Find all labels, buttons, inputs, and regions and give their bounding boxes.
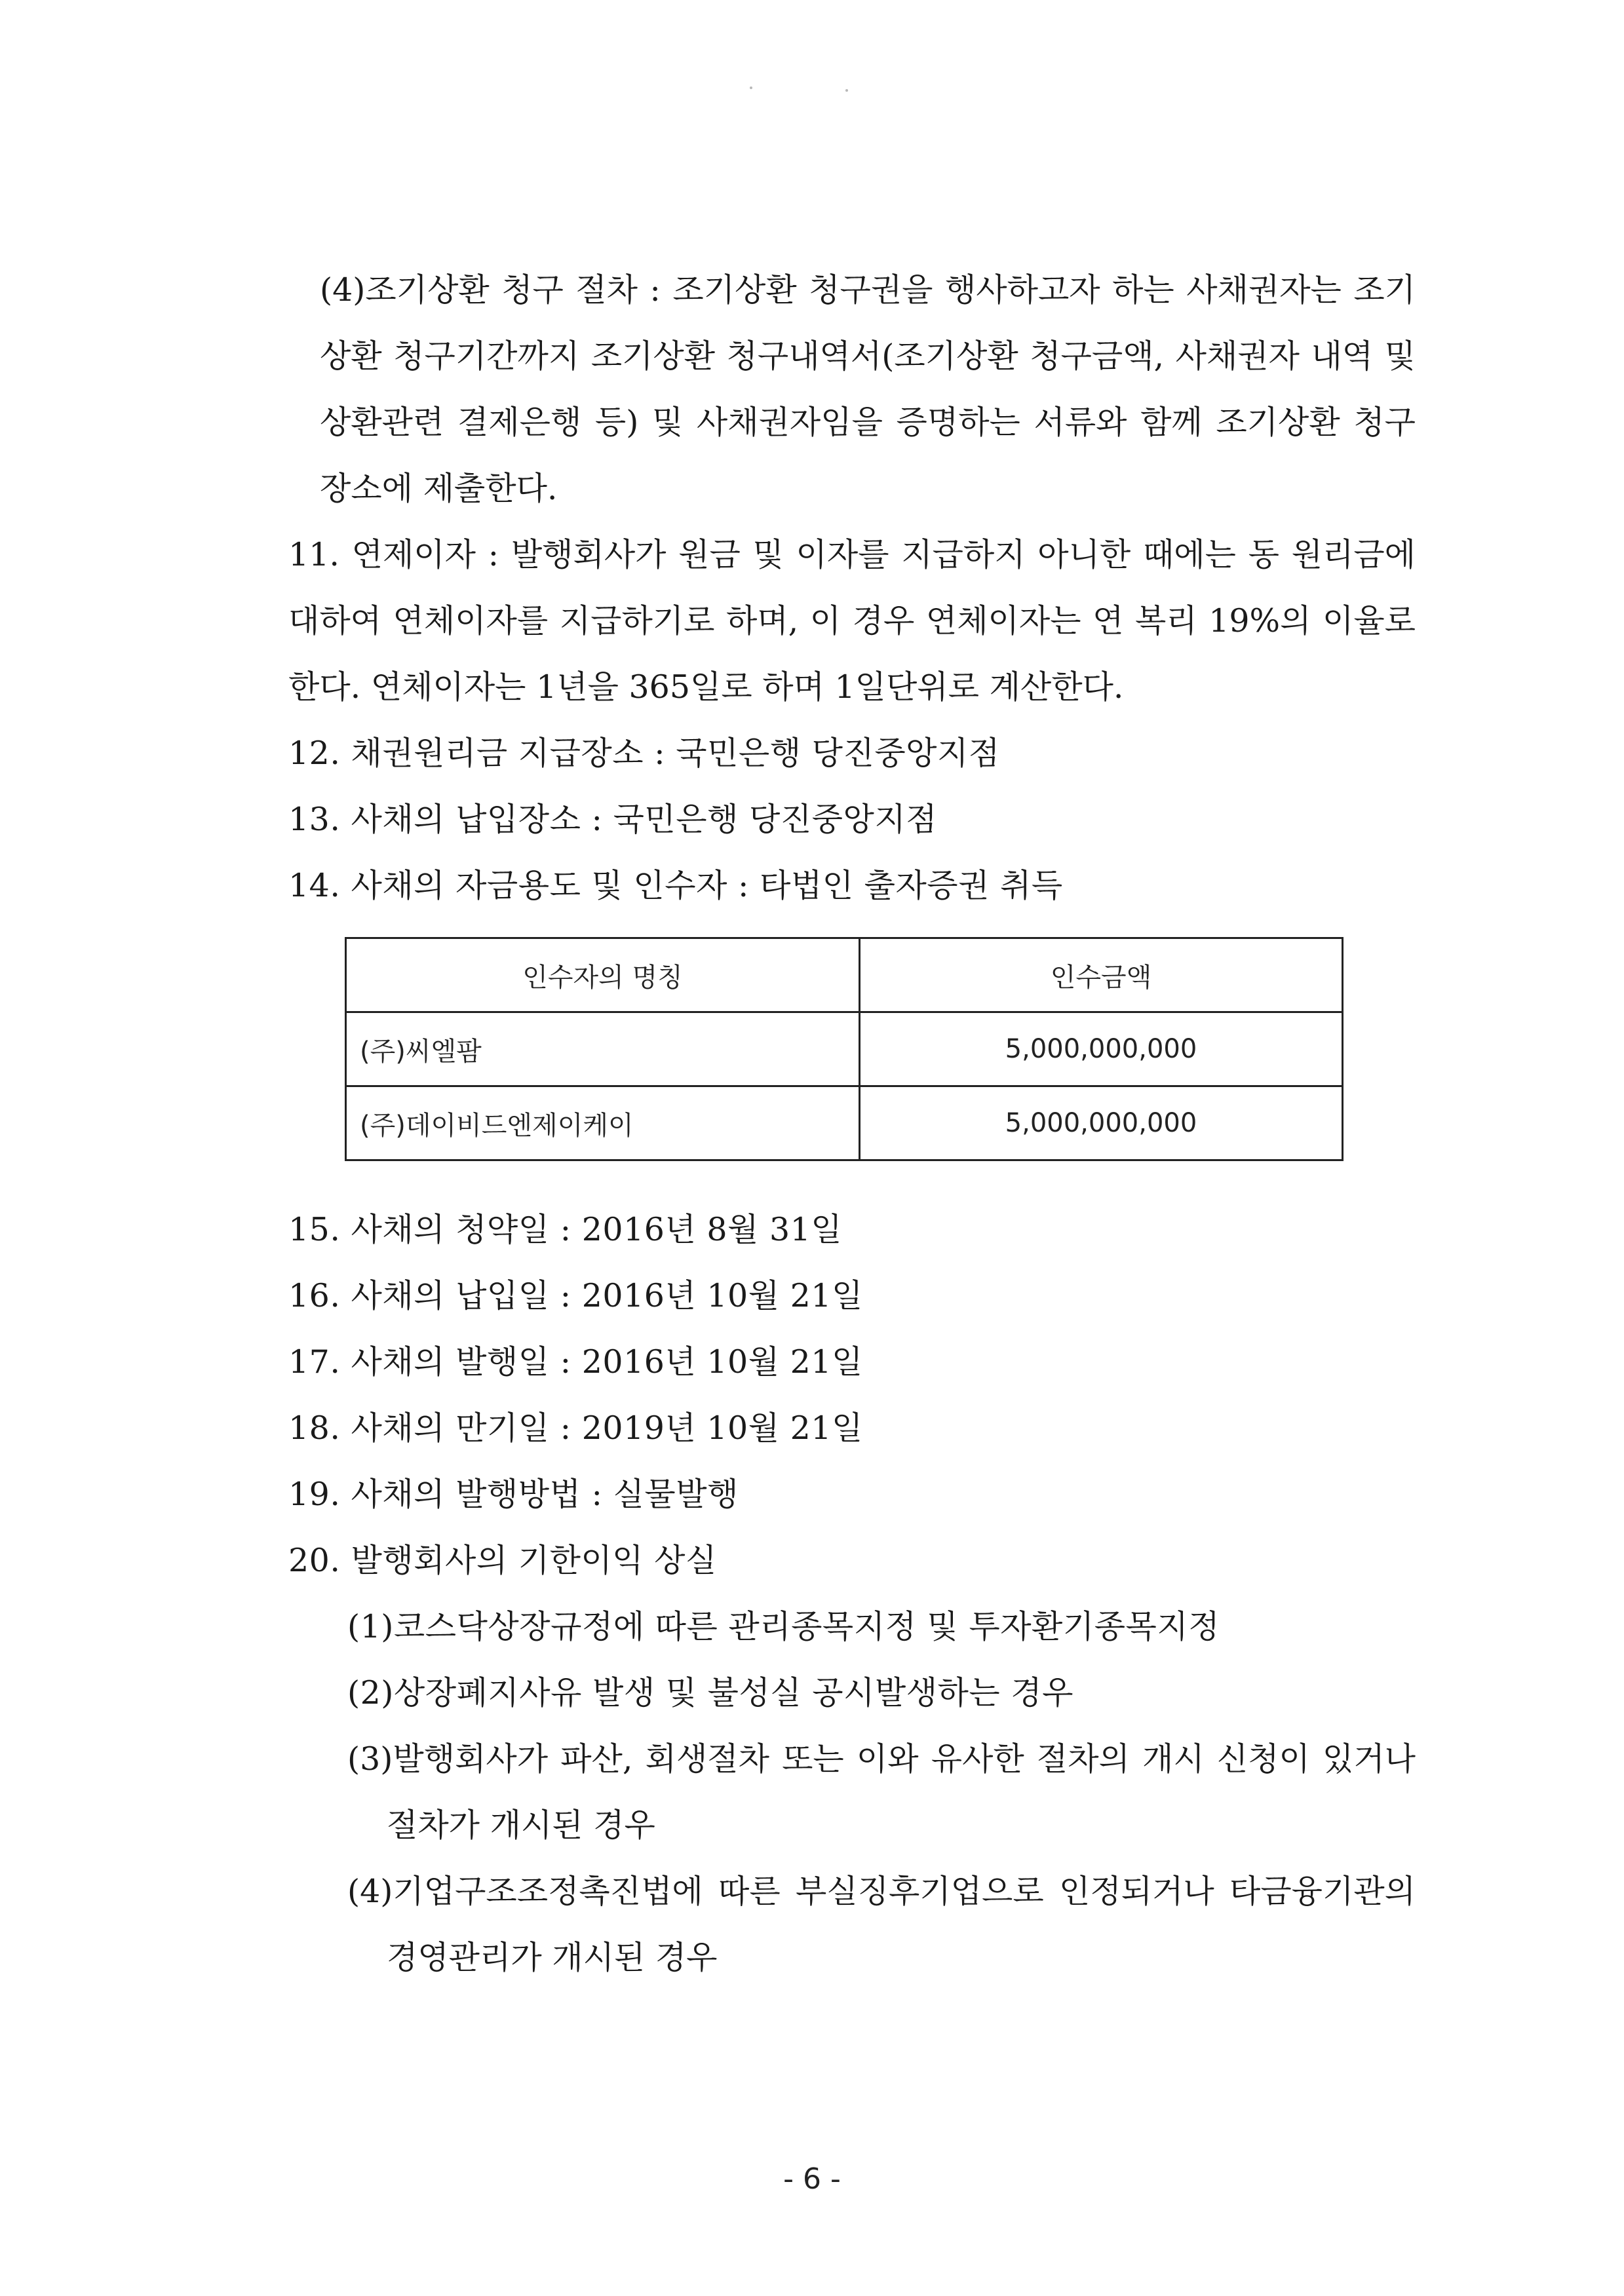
underwriter-name: (주)데이비드엔제이케이 [346, 1086, 860, 1160]
sub-item-2: (2)상장폐지사유 발생 및 불성실 공시발생하는 경우 [347, 1674, 1073, 1712]
underwriter-name: (주)씨엘팜 [346, 1012, 860, 1086]
item-issue-date: 17. 사채의 발행일 : 2016년 10월 21일 [288, 1343, 863, 1381]
scan-speck [750, 86, 752, 89]
sub-item-3: (3)발행회사가 파산, 회생절차 또는 이와 유사한 절차의 개시 신청이 있거나 절차가 개시된 경우 [347, 1740, 1416, 1844]
item-fund-usage: 14. 사채의 자금용도 및 인수자 : 타법인 출자증권 취득 [288, 867, 1063, 904]
item-maturity-date: 18. 사채의 만기일 : 2019년 10월 21일 [288, 1409, 863, 1447]
item-payment-place: 12. 채권원리금 지급장소 : 국민은행 당진중앙지점 [288, 735, 1000, 772]
sub-item-1: (1)코스닥상장규정에 따른 관리종목지정 및 투자환기종목지정 [347, 1608, 1220, 1645]
scan-speck [845, 89, 848, 92]
document-body [288, 257, 1416, 1991]
sub-item-4: (4)기업구조조정촉진법에 따른 부실징후기업으로 인정되거나 타금융기관의 경영관리가 개시된 경우 [347, 1873, 1416, 1976]
underwriter-table-wrapper [345, 937, 1416, 1161]
paragraph-late-interest: 11. 연제이자 : 발행회사가 원금 및 이자를 지급하지 아니한 때에는 동 원리금에 대하여 연체이자를 지급하기로 하며, 이 경우 연체이자는 연 복리 19%의 이율로 한다. 연체이자는 1년을 365일로 하며 1일단위로 계산한다. [288, 536, 1416, 706]
paragraph-early-redemption-procedure: (4)조기상환 청구 절차 : 조기상환 청구권을 행사하고자 하는 사채권자는 조기상환 청구기간까지 조기상환 청구내역서(조기상환 청구금액, 사채권자 내역 및 상환관련 결제은행 등) 및 사채권자임을 증명하는 서류와 함께 조기상환 청구장소에 제출한다. [320, 271, 1416, 507]
table-header-row [346, 938, 1343, 1012]
table-header-name: 인수자의 명칭 [346, 938, 860, 1012]
page-number: - 6 - [783, 2162, 841, 2196]
underwriter-amount: 5,000,000,000 [860, 1012, 1343, 1086]
item-payment-date: 16. 사채의 납입일 : 2016년 10월 21일 [288, 1277, 863, 1314]
item-issue-method: 19. 사채의 발행방법 : 실물발행 [288, 1476, 739, 1513]
item-loss-of-benefit: 20. 발행회사의 기한이익 상실 [288, 1542, 717, 1579]
table-row [346, 1086, 1343, 1160]
table-header-amount: 인수금액 [860, 938, 1343, 1012]
item-deposit-place: 13. 사채의 납입장소 : 국민은행 당진중앙지점 [288, 801, 937, 838]
underwriter-table [345, 937, 1344, 1161]
item-subscription-date: 15. 사채의 청약일 : 2016년 8월 31일 [288, 1211, 843, 1248]
table-row [346, 1012, 1343, 1086]
underwriter-amount: 5,000,000,000 [860, 1086, 1343, 1160]
